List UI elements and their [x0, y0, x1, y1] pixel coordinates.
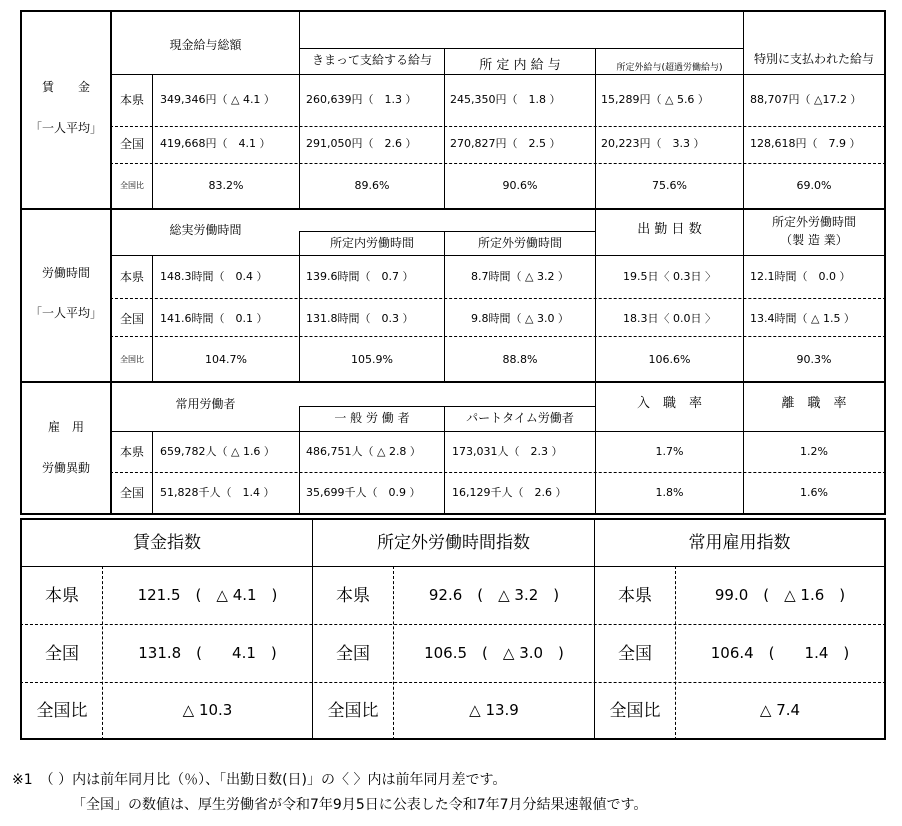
hours-pref-mfg: 12.1時間（ 0.0 ） — [750, 270, 851, 283]
hours-national-overtime: 9.8時間（ △ 3.0 ） — [471, 312, 569, 325]
index-row-label-national: 全国 — [618, 644, 652, 664]
wage-row-label-pref: 本県 — [119, 93, 144, 107]
wage-total-header: 現金給与総額 — [169, 38, 242, 52]
hours-national-mfg: 13.4時間（ △ 1.5 ） — [750, 312, 855, 325]
employment-hire-header: 入 職 率 — [636, 396, 702, 411]
hours-scheduled-header: 所定内労働時間 — [329, 236, 414, 250]
employment-row-label-national: 全国 — [119, 486, 144, 500]
overtime-index-pref: 92.6 ( △ 3.2 ) — [428, 586, 560, 604]
employment-general-header: 一 般 労 働 者 — [334, 411, 410, 425]
hours-days-header: 出 勤 日 数 — [637, 222, 702, 237]
hours-national-days: 18.3日〈 0.0日 〉 — [623, 312, 716, 325]
wage-index-ratio: △ 10.3 — [182, 701, 233, 719]
employment-pref-part: 173,031人（ 2.3 ） — [452, 445, 563, 458]
employment-part-header: パートタイム労働者 — [466, 411, 574, 425]
wage-index-pref: 121.5 ( △ 4.1 ) — [137, 586, 278, 604]
employment-row-label-pref: 本県 — [119, 445, 144, 459]
employment-national-sep: 1.6% — [800, 486, 828, 499]
wage-national-fixed: 291,050円（ 2.6 ） — [306, 137, 417, 150]
hours-row-label-national: 全国 — [119, 312, 144, 326]
employment-section-sublabel: 労働異動 — [41, 461, 90, 475]
hours-ratio-total: 104.7% — [205, 353, 247, 366]
employment-pref-regular: 659,782人（ △ 1.6 ） — [160, 445, 275, 458]
wage-ratio-label: 全国比 — [120, 181, 144, 190]
index-row-label-ratio: 全国比 — [327, 701, 379, 721]
hours-mfg-subheader: （製 造 業） — [780, 233, 848, 247]
wage-ratio-scheduled: 90.6% — [502, 179, 538, 192]
index-row-label-pref: 本県 — [618, 586, 652, 606]
wage-ratio-total: 83.2% — [208, 179, 244, 192]
footnote-1: ※1 （ ）内は前年同月比（％）、「出勤日数(日)」の〈 〉内は前年同月差です。 — [12, 772, 507, 788]
wage-section-sublabel: 「一人平均」 — [29, 121, 102, 135]
hours-total-header: 総実労働時間 — [169, 223, 242, 237]
hours-pref-scheduled: 139.6時間（ 0.7 ） — [306, 270, 414, 283]
hours-section-sublabel: 「一人平均」 — [29, 306, 102, 320]
hours-row-label-pref: 本県 — [119, 270, 144, 284]
index-row-label-pref: 本県 — [336, 586, 370, 606]
wage-index-national: 131.8 ( 4.1 ) — [138, 644, 277, 662]
hours-ratio-overtime: 88.8% — [502, 353, 538, 366]
hours-ratio-scheduled: 105.9% — [351, 353, 393, 366]
employment-index-ratio: △ 7.4 — [759, 701, 801, 719]
hours-overtime-header: 所定外労働時間 — [477, 236, 562, 250]
wage-scheduled-header: 所 定 内 給 与 — [479, 58, 561, 73]
wage-pref-fixed: 260,639円（ 1.3 ） — [306, 93, 417, 106]
index-header-employment: 常用雇用指数 — [688, 533, 791, 553]
wage-pref-scheduled: 245,350円（ 1.8 ） — [450, 93, 561, 106]
employment-pref-general: 486,751人（ △ 2.8 ） — [306, 445, 421, 458]
wage-pref-total: 349,346円（ △ 4.1 ） — [160, 93, 275, 106]
employment-pref-sep: 1.2% — [800, 445, 828, 458]
wage-section-label: 賃 金 — [41, 80, 90, 94]
wage-pref-special: 88,707円（ △17.2 ） — [750, 93, 862, 106]
wage-special-header: 特別に支払われた給与 — [753, 52, 874, 66]
index-row-label-ratio: 全国比 — [609, 701, 661, 721]
footnote-2: 「全国」の数値は、厚生労働省が令和7年9月5日に公表した令和7年7月分結果速報値です。 — [72, 797, 648, 813]
employment-index-national: 106.4 ( 1.4 ) — [710, 644, 850, 662]
employment-pref-hire: 1.7% — [655, 445, 684, 458]
wage-national-special: 128,618円（ 7.9 ） — [750, 137, 861, 150]
wage-row-label-national: 全国 — [119, 137, 144, 151]
hours-ratio-mfg: 90.3% — [796, 353, 832, 366]
hours-ratio-label: 全国比 — [120, 355, 144, 364]
index-row-label-pref: 本県 — [45, 586, 79, 606]
hours-ratio-days: 106.6% — [648, 353, 691, 366]
wage-overtime-header: 所定外給与(超過労働給与) — [616, 63, 723, 73]
employment-national-hire: 1.8% — [655, 486, 684, 499]
hours-pref-overtime: 8.7時間（ △ 3.2 ） — [471, 270, 569, 283]
wage-fixed-header: きまって支給する給与 — [311, 53, 432, 67]
index-header-overtime: 所定外労働時間指数 — [377, 533, 530, 553]
overtime-index-ratio: △ 13.9 — [469, 701, 519, 719]
wage-national-total: 419,668円（ 4.1 ） — [160, 137, 271, 150]
employment-regular-header: 常用労働者 — [175, 397, 236, 411]
hours-pref-days: 19.5日〈 0.3日 〉 — [623, 270, 716, 283]
hours-pref-total: 148.3時間（ 0.4 ） — [160, 270, 268, 283]
employment-sep-header: 離 職 率 — [781, 396, 847, 411]
employment-national-general: 35,699千人（ 0.9 ） — [306, 486, 421, 499]
wage-national-scheduled: 270,827円（ 2.5 ） — [450, 137, 561, 150]
index-row-label-ratio: 全国比 — [36, 701, 88, 721]
index-row-label-national: 全国 — [45, 644, 79, 664]
employment-national-part: 16,129千人（ 2.6 ） — [452, 486, 567, 499]
hours-mfg-header: 所定外労働時間 — [771, 215, 856, 229]
employment-national-regular: 51,828千人（ 1.4 ） — [160, 486, 275, 499]
employment-index-pref: 99.0 ( △ 1.6 ) — [714, 586, 846, 604]
wage-ratio-fixed: 89.6% — [354, 179, 390, 192]
wage-ratio-special: 69.0% — [796, 179, 832, 192]
hours-national-total: 141.6時間（ 0.1 ） — [160, 312, 268, 325]
wage-ratio-overtime: 75.6% — [652, 179, 687, 192]
wage-national-overtime: 20,223円（ 3.3 ） — [601, 137, 705, 150]
wage-pref-overtime: 15,289円（ △ 5.6 ） — [601, 93, 709, 106]
index-header-wage: 賃金指数 — [133, 533, 201, 553]
index-row-label-national: 全国 — [336, 644, 370, 664]
employment-section-label: 雇 用 — [47, 420, 84, 434]
overtime-index-national: 106.5 ( △ 3.0 ) — [424, 644, 564, 662]
hours-national-scheduled: 131.8時間（ 0.3 ） — [306, 312, 414, 325]
hours-section-label: 労働時間 — [41, 266, 90, 280]
